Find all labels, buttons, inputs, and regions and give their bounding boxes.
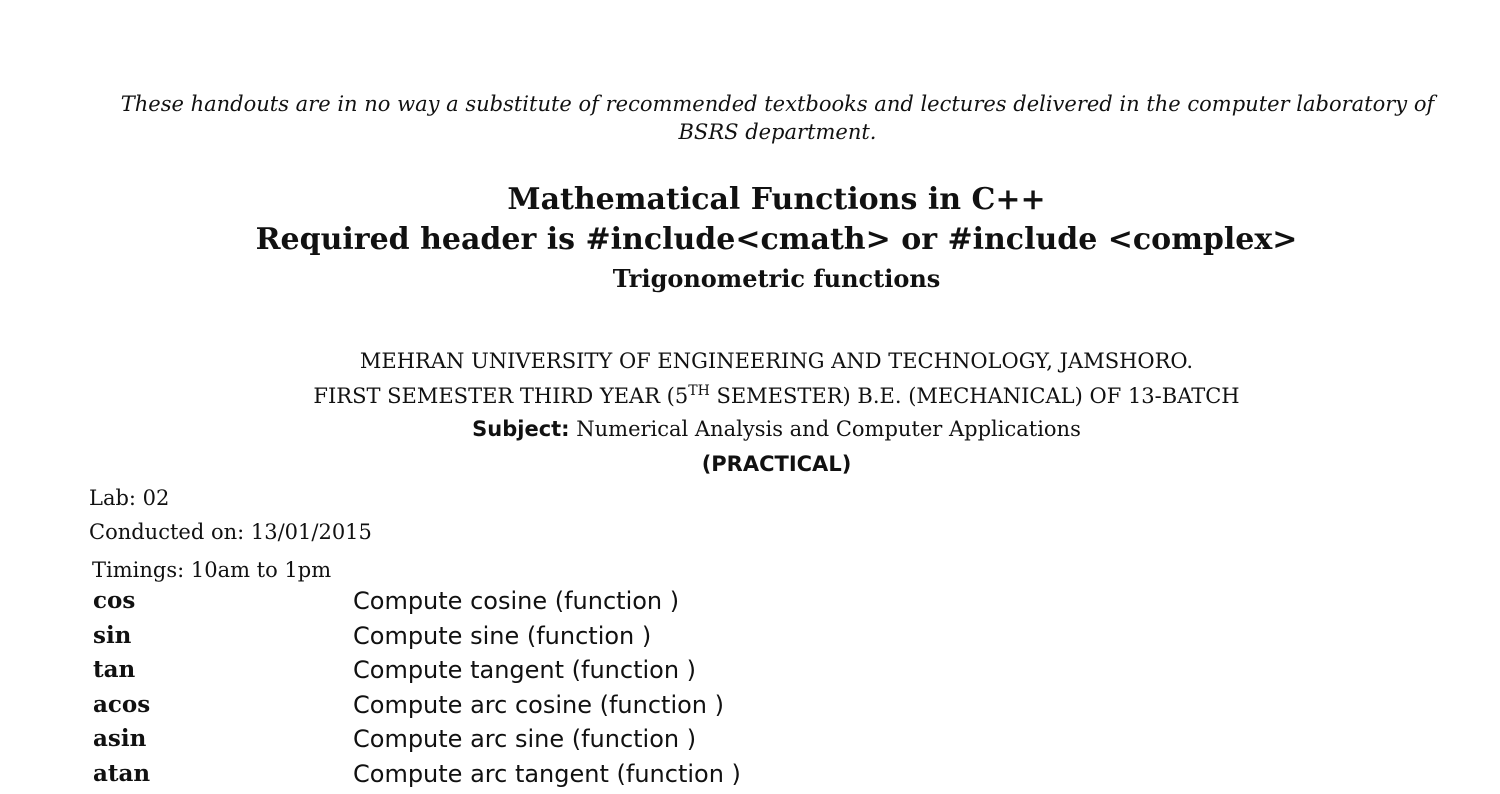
- lab-timings: Timings: 10am to 1pm: [92, 558, 332, 582]
- function-name: asin: [93, 725, 147, 752]
- function-description: Compute cosine (function ): [353, 587, 680, 615]
- lab-number: Lab: 02: [89, 486, 170, 510]
- conducted-date: Conducted on: 13/01/2015: [89, 520, 372, 544]
- disclaimer-text: These handouts are in no way a substitute of recommended textbooks and lectures delivered in the computer laboratory of BSRS department.: [120, 92, 1435, 144]
- subject-label: Subject:: [472, 417, 570, 441]
- function-name: acos: [93, 690, 151, 718]
- function-name: tan: [93, 656, 136, 683]
- semester-line: [0, 383, 1500, 408]
- function-name: atan: [93, 759, 151, 787]
- university-name: MEHRAN UNIVERSITY OF ENGINEERING AND TECHNOLOGY, JAMSHORO.: [359, 349, 1194, 373]
- header-requirement: Required header is #include<cmath> or #include <complex>: [255, 222, 1298, 257]
- semester-superscript: TH: [688, 383, 710, 399]
- function-description: Compute tangent (function ): [353, 656, 697, 684]
- function-description: Compute arc tangent (function ): [353, 759, 741, 788]
- function-description: Compute sine (function ): [353, 621, 652, 650]
- function-name: cos: [93, 587, 136, 614]
- semester-prefix: FIRST SEMESTER THIRD YEAR (5: [313, 384, 689, 408]
- semester-suffix: SEMESTER) B.E. (MECHANICAL) OF 13-BATCH: [709, 384, 1240, 408]
- section-title: Trigonometric functions: [612, 264, 941, 293]
- function-description: Compute arc cosine (function ): [353, 690, 724, 719]
- subject-value: Numerical Analysis and Computer Applications: [569, 417, 1081, 441]
- function-name: sin: [93, 621, 132, 649]
- function-description: Compute arc sine (function ): [353, 725, 697, 753]
- subject-line: [0, 417, 1500, 441]
- page-title: Mathematical Functions in C++: [507, 182, 1046, 217]
- practical-label: (PRACTICAL): [701, 452, 852, 476]
